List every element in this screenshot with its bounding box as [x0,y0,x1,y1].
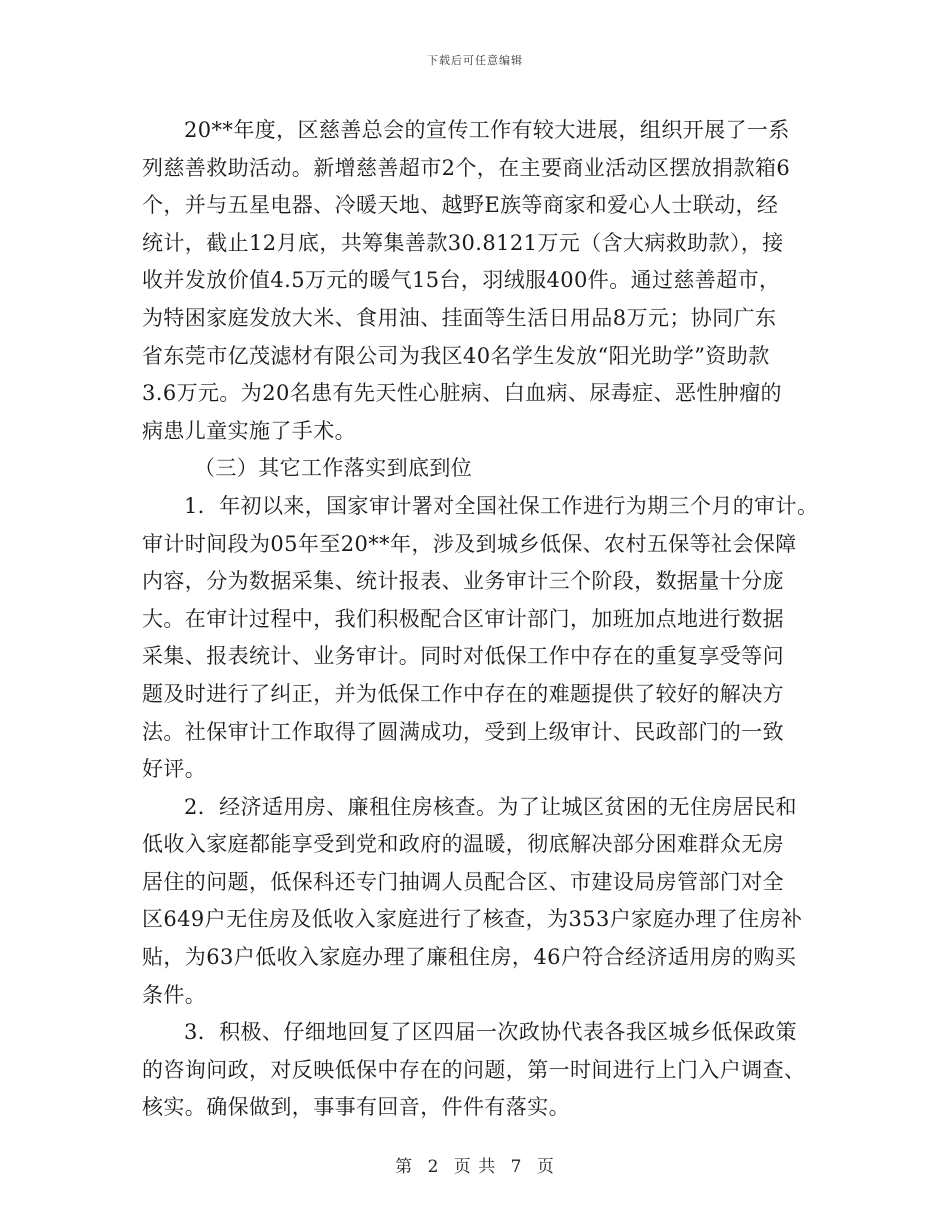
paragraph-line: 个，并与五星电器、冷暖天地、越野E族等商家和爱心人士联动，经 [142,193,779,218]
total-page-count: 7 [510,1157,523,1177]
current-page-number: 2 [427,1157,440,1177]
footer-suffix: 页 [536,1157,555,1177]
paragraph-line: 题及时进行了纠正，并为低保工作中存在的难题提供了较好的解决方 [142,681,784,706]
paragraph-line: 审计时间段为05年至20**年，涉及到城乡低保、农村五保等社会保障 [142,531,797,556]
paragraph-line: 2．经济适用房、廉租住房核查。为了让城区贫困的无住房居民和 [184,794,797,819]
paragraph-line: 核实。确保做到，事事有回音，件件有落实。 [142,1095,570,1120]
paragraph-line: 条件。 [142,982,207,1007]
paragraph-line: 低收入家庭都能享受到党和政府的温暖，彻底解决部分困难群众无房 [142,832,784,857]
document-body [142,112,819,1127]
paragraph-line: 大。在审计过程中，我们积极配合区审计部门，加班加点地进行数据 [142,606,784,631]
paragraph-line: 统计，截止12月底，共筹集善款30.8121万元（含大病救助款），接 [142,230,784,255]
paragraph-line: 20**年度，区慈善总会的宣传工作有较大进展，组织开展了一系 [184,118,790,142]
paragraph-line: 好评。 [142,757,207,782]
paragraph-line: 法。社保审计工作取得了圆满成功，受到上级审计、民政部门的一致 [142,719,784,744]
paragraph-line: 采集、报表统计、业务审计。同时对低保工作中存在的重复享受等问 [142,644,784,669]
paragraph-line: 3.6万元。为20名患有先天性心脏病、白血病、尿毒症、恶性肿瘤的 [142,381,782,406]
paragraph-line: 收并发放价值4.5万元的暖气15台，羽绒服400件。通过慈善超市， [142,268,781,293]
paragraph-line: 病患儿童实施了手术。 [142,418,356,443]
paragraph-line: 的咨询问政，对反映低保中存在的问题，第一时间进行上门入户调查、 [142,1057,806,1082]
paragraph-line: 1．年初以来，国家审计署对全国社保工作进行为期三个月的审计。 [184,493,819,518]
footer-middle: 页 共 [453,1157,497,1177]
paragraph-line: 贴，为63户低收入家庭办理了廉租住房，46户符合经济适用房的购买 [142,945,797,970]
paragraph-line: 居住的问题，低保科还专门抽调人员配合区、市建设局房管部门对全 [142,869,784,894]
paragraph-line: 区649户无住房及低收入家庭进行了核查，为353户家庭办理了住房补 [142,907,803,932]
section-heading: （三）其它工作落实到底到位 [194,456,473,481]
paragraph-line: 为特困家庭发放大米、食用油、挂面等生活日用品8万元；协同广东 [142,305,777,330]
footer-prefix: 第 [395,1157,414,1177]
page-header: 下载后可任意编辑 [427,54,523,67]
page-footer [0,1152,950,1177]
paragraph-line: 省东莞市亿茂滤材有限公司为我区40名学生发放“阳光助学”资助款 [142,343,770,368]
paragraph-line: 3．积极、仔细地回复了区四届一次政协代表各我区城乡低保政策 [184,1020,797,1045]
paragraph-line: 内容，分为数据采集、统计报表、业务审计三个阶段，数据量十分庞 [142,569,784,594]
paragraph-line: 列慈善救助活动。新增慈善超市2个，在主要商业活动区摆放捐款箱6 [142,155,791,180]
